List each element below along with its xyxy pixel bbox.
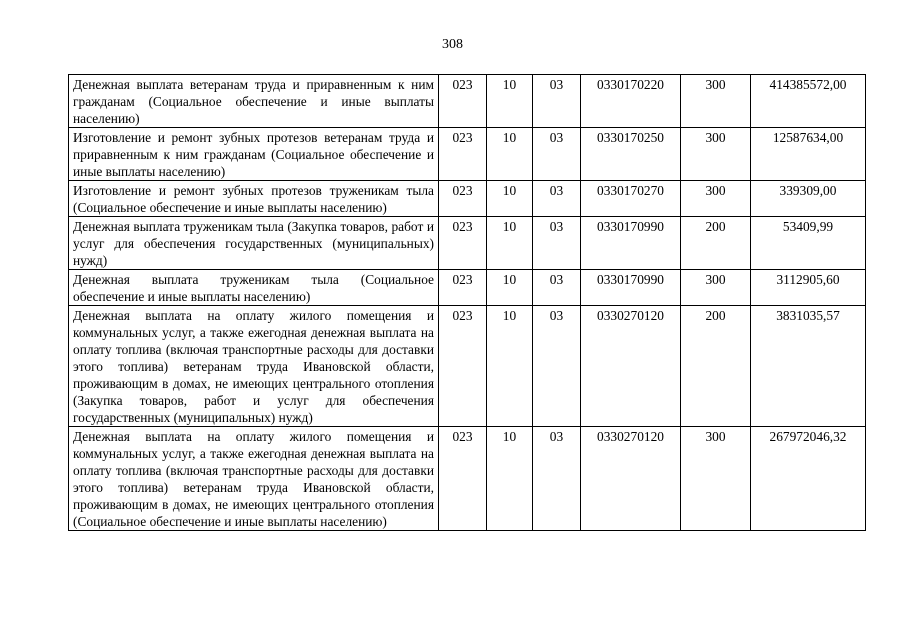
section-code: 10 <box>487 217 533 270</box>
section-code: 10 <box>487 270 533 306</box>
expense-type-code: 300 <box>681 128 751 181</box>
target-article-code: 0330170250 <box>581 128 681 181</box>
department-code: 023 <box>439 75 487 128</box>
expense-type-code: 200 <box>681 217 751 270</box>
subsection-code: 03 <box>533 75 581 128</box>
subsection-code: 03 <box>533 128 581 181</box>
table-row <box>69 75 866 128</box>
target-article-code: 0330170220 <box>581 75 681 128</box>
expense-name: Изготовление и ремонт зубных протезов труженикам тыла (Социальное обеспечение и иные выплаты населению) <box>69 181 439 217</box>
section-code: 10 <box>487 306 533 427</box>
department-code: 023 <box>439 128 487 181</box>
amount: 3112905,60 <box>751 270 866 306</box>
amount: 12587634,00 <box>751 128 866 181</box>
subsection-code: 03 <box>533 270 581 306</box>
amount: 339309,00 <box>751 181 866 217</box>
section-code: 10 <box>487 427 533 531</box>
expense-type-code: 200 <box>681 306 751 427</box>
table-row <box>69 181 866 217</box>
expense-type-code: 300 <box>681 181 751 217</box>
expense-name: Денежная выплата на оплату жилого помещения и коммунальных услуг, а также ежегодная денежная выплата на оплату топлива (включая транспортные расходы для доставки этого топлива) ветеранам труда Ивановской области, проживающим в домах, не имеющих центрального отопления (Закупка товаров, работ и услуг для обеспечения государственных (муниципальных) нужд) <box>69 306 439 427</box>
expense-name: Денежная выплата ветеранам труда и приравненным к ним гражданам (Социальное обеспечение и иные выплаты населению) <box>69 75 439 128</box>
department-code: 023 <box>439 181 487 217</box>
section-code: 10 <box>487 128 533 181</box>
expense-type-code: 300 <box>681 270 751 306</box>
department-code: 023 <box>439 427 487 531</box>
subsection-code: 03 <box>533 306 581 427</box>
page-number: 308 <box>442 37 463 52</box>
target-article-code: 0330170270 <box>581 181 681 217</box>
target-article-code: 0330270120 <box>581 427 681 531</box>
expense-name: Изготовление и ремонт зубных протезов ветеранам труда и приравненным к ним гражданам (Социальное обеспечение и иные выплаты населению) <box>69 128 439 181</box>
department-code: 023 <box>439 217 487 270</box>
subsection-code: 03 <box>533 427 581 531</box>
target-article-code: 0330170990 <box>581 270 681 306</box>
table-row <box>69 128 866 181</box>
subsection-code: 03 <box>533 217 581 270</box>
target-article-code: 0330170990 <box>581 217 681 270</box>
table-row <box>69 270 866 306</box>
amount: 53409,99 <box>751 217 866 270</box>
subsection-code: 03 <box>533 181 581 217</box>
table-row <box>69 217 866 270</box>
expense-type-code: 300 <box>681 427 751 531</box>
budget-table <box>68 74 866 531</box>
target-article-code: 0330270120 <box>581 306 681 427</box>
section-code: 10 <box>487 75 533 128</box>
table-row <box>69 427 866 531</box>
expense-name: Денежная выплата труженикам тыла (Закупка товаров, работ и услуг для обеспечения государственных (муниципальных) нужд) <box>69 217 439 270</box>
department-code: 023 <box>439 270 487 306</box>
amount: 267972046,32 <box>751 427 866 531</box>
expense-type-code: 300 <box>681 75 751 128</box>
table-row <box>69 306 866 427</box>
section-code: 10 <box>487 181 533 217</box>
department-code: 023 <box>439 306 487 427</box>
amount: 414385572,00 <box>751 75 866 128</box>
expense-name: Денежная выплата труженикам тыла (Социальное обеспечение и иные выплаты населению) <box>69 270 439 306</box>
amount: 3831035,57 <box>751 306 866 427</box>
expense-name: Денежная выплата на оплату жилого помещения и коммунальных услуг, а также ежегодная денежная выплата на оплату топлива (включая транспортные расходы для доставки этого топлива) ветеранам труда Ивановской области, проживающим в домах, не имеющих центрального отопления (Социальное обеспечение и иные выплаты населению) <box>69 427 439 531</box>
